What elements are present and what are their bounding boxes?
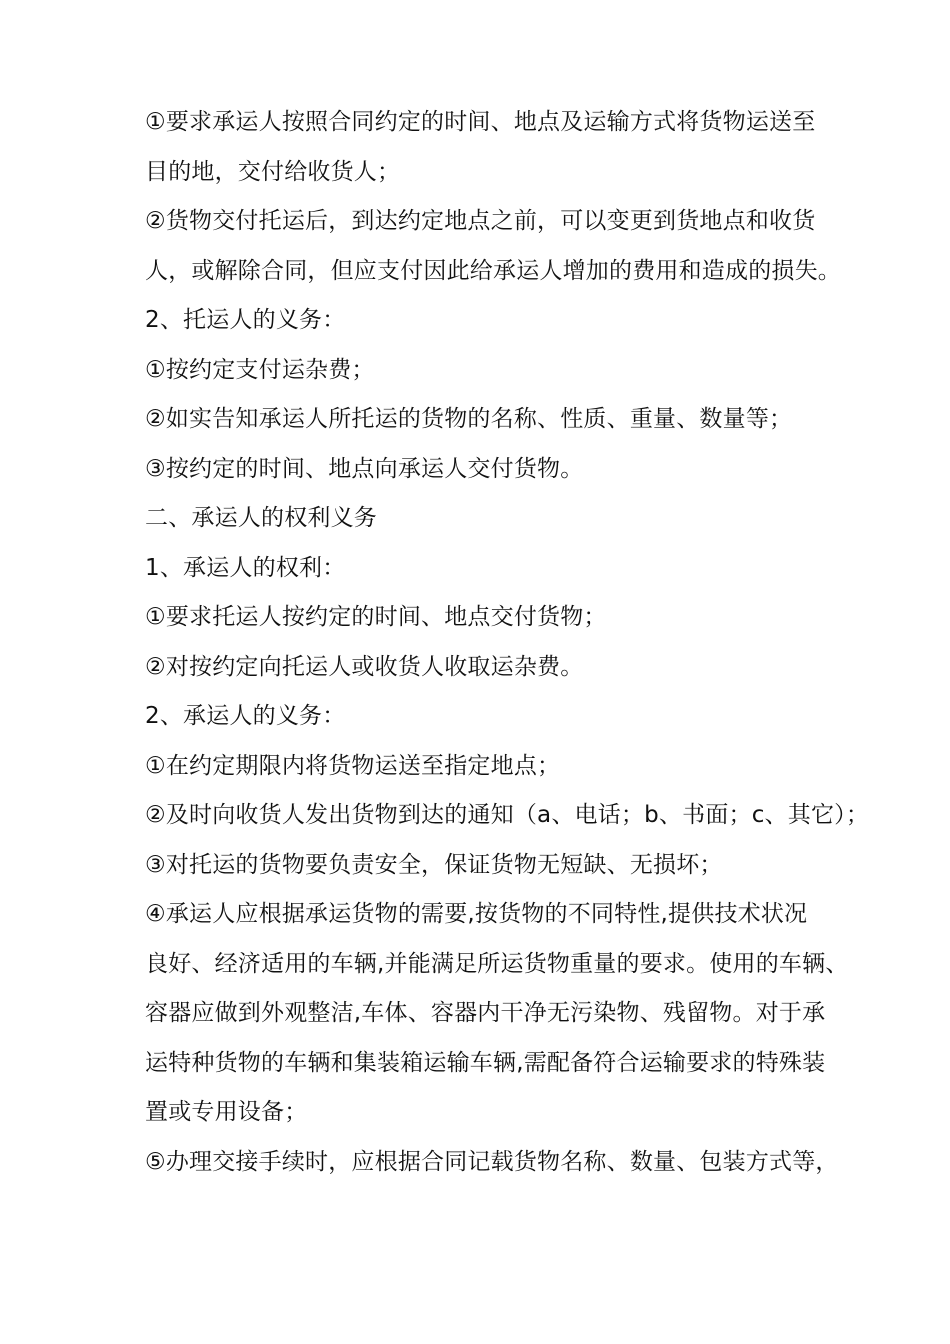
text-line: 运特种货物的车辆和集装箱运输车辆,需配备符合运输要求的特殊装 — [145, 1049, 826, 1076]
text-line: ①在约定期限内将货物运送至指定地点； — [145, 752, 561, 779]
text-line: 良好、经济适用的车辆,并能满足所运货物重量的要求。使用的车辆、 — [145, 950, 849, 977]
text-line: ①要求承运人按照合同约定的时间、地点及运输方式将货物运送至 — [145, 109, 816, 135]
text-line: ③按约定的时间、地点向承运人交付货物。 — [145, 455, 584, 482]
text-line: ②如实告知承运人所托运的货物的名称、性质、重量、数量等； — [145, 406, 793, 432]
text-line: ①要求托运人按约定的时间、地点交付货物； — [145, 604, 607, 630]
text-line: ③对托运的货物要负责安全，保证货物无短缺、无损坏； — [145, 851, 723, 878]
section-heading: 二、承运人的权利义务 — [145, 505, 377, 531]
section-heading: 2、托运人的义务： — [145, 307, 346, 333]
section-heading: 2、承运人的义务： — [145, 703, 346, 729]
text-line: ④承运人应根据承运货物的需要,按货物的不同特性,提供技术状况 — [145, 901, 808, 927]
text-line: ⑤办理交接手续时，应根据合同记载货物名称、数量、包装方式等， — [145, 1148, 839, 1175]
text-line: 人，或解除合同，但应支付因此给承运人增加的费用和造成的损失。 — [145, 257, 841, 284]
text-line: ②对按约定向托运人或收货人收取运杂费。 — [145, 653, 584, 680]
text-line: 置或专用设备； — [145, 1099, 308, 1125]
section-heading: 1、承运人的权利： — [145, 554, 346, 581]
text-line: 容器应做到外观整洁,车体、容器内干净无污染物、残留物。对于承 — [145, 1000, 826, 1026]
text-line: ②及时向收货人发出货物到达的通知（a、电话；b、书面；c、其它）； — [145, 802, 870, 828]
text-line: ②货物交付托运后，到达约定地点之前，可以变更到货地点和收货 — [145, 208, 816, 234]
document-page — [145, 98, 870, 1187]
text-line: ①按约定支付运杂费； — [145, 356, 375, 383]
text-line: 目的地，交付给收货人； — [145, 158, 401, 185]
